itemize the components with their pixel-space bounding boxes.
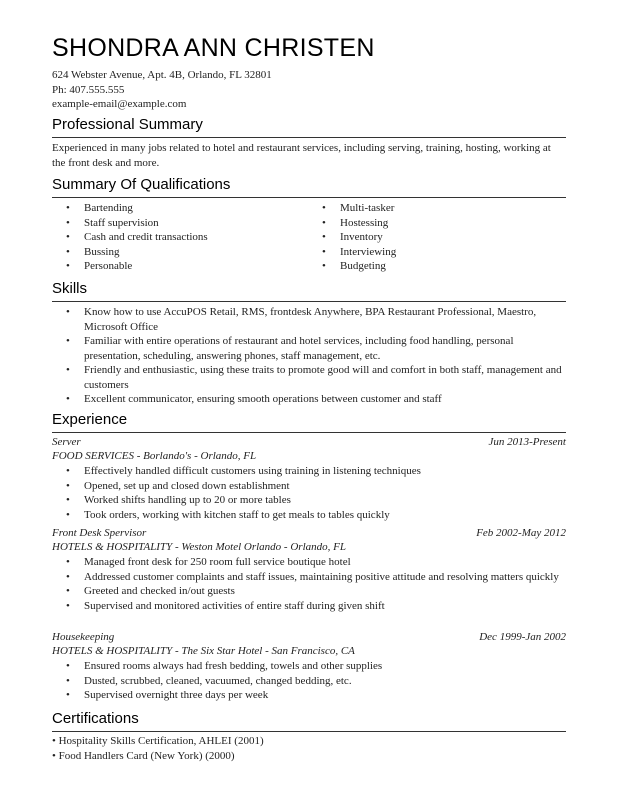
list-item: • Budgeting <box>320 259 560 274</box>
professional-summary-text: Experienced in many jobs related to hotel and restaurant services, including serving, training, hosting, working at the front desk and more. <box>52 142 551 169</box>
job-bullets <box>64 464 570 522</box>
section-divider <box>52 137 566 138</box>
section-divider <box>52 301 566 302</box>
job-dates: Feb 2002-May 2012 <box>476 527 566 539</box>
section-divider <box>52 197 566 198</box>
list-item: • Effectively handled difficult customers using training in listening techniques <box>64 464 570 479</box>
list-item: • Personable <box>64 259 304 274</box>
qualifications-right-list <box>320 201 560 274</box>
list-item: • Interviewing <box>320 245 560 260</box>
job-header <box>52 527 566 539</box>
job-header <box>52 436 566 448</box>
list-item: • Staff supervision <box>64 216 304 231</box>
certification-item: • Food Handlers Card (New York) (2000) <box>52 750 235 762</box>
list-item: • Cash and credit transactions <box>64 230 304 245</box>
skills-heading: Skills <box>52 280 88 297</box>
list-item: • Greeted and checked in/out guests <box>64 584 570 599</box>
list-item: • Excellent communicator, ensuring smooth operations between customer and staff <box>64 392 570 407</box>
skills-list <box>64 305 570 407</box>
job-header <box>52 631 566 643</box>
list-item: • Friendly and enthusiastic, using these traits to promote good will and comfort in both staff, management and customers <box>64 363 570 392</box>
list-item: • Dusted, scrubbed, cleaned, vacuumed, changed bedding, etc. <box>64 674 570 689</box>
candidate-name: SHONDRA ANN CHRISTEN <box>52 34 375 62</box>
job-title: Server <box>52 436 81 448</box>
qualifications-heading: Summary Of Qualifications <box>52 176 231 193</box>
job-bullets <box>64 555 570 613</box>
list-item: • Multi-tasker <box>320 201 560 216</box>
section-divider <box>52 432 566 433</box>
list-item: • Took orders, working with kitchen staff to get meals to tables quickly <box>64 508 570 523</box>
list-item: • Know how to use AccuPOS Retail, RMS, frontdesk Anywhere, BPA Restaurant Professional, Maestro, Microsoft Office <box>64 305 570 334</box>
job-title: Front Desk Spervisor <box>52 527 147 539</box>
email: example-email@example.com <box>52 98 187 110</box>
list-item: • Familiar with entire operations of restaurant and hotel services, including food handling, personal presentation, scheduling, answering phones, staff management, etc. <box>64 334 570 363</box>
job-dates: Dec 1999-Jan 2002 <box>479 631 566 643</box>
certification-item: • Hospitality Skills Certification, AHLEI (2001) <box>52 735 264 747</box>
job-company: HOTELS & HOSPITALITY - The Six Star Hotel - San Francisco, CA <box>52 645 355 657</box>
list-item: • Bussing <box>64 245 304 260</box>
qualifications-left-list <box>64 201 304 274</box>
list-item: • Supervised overnight three days per week <box>64 688 570 703</box>
list-item: • Addressed customer complaints and staff issues, maintaining positive attitude and resolving matters quickly <box>64 570 570 585</box>
job-bullets <box>64 659 570 703</box>
professional-summary-heading: Professional Summary <box>52 116 203 133</box>
list-item: • Managed front desk for 250 room full service boutique hotel <box>64 555 570 570</box>
list-item: • Bartending <box>64 201 304 216</box>
list-item: • Opened, set up and closed down establishment <box>64 479 570 494</box>
list-item: • Inventory <box>320 230 560 245</box>
job-dates: Jun 2013-Present <box>488 436 566 448</box>
certifications-heading: Certifications <box>52 710 139 727</box>
experience-heading: Experience <box>52 411 128 428</box>
job-title: Housekeeping <box>52 631 115 643</box>
job-company: HOTELS & HOSPITALITY - Weston Motel Orlando - Orlando, FL <box>52 541 346 553</box>
list-item: • Worked shifts handling up to 20 or more tables <box>64 493 570 508</box>
address: 624 Webster Avenue, Apt. 4B, Orlando, FL 32801 <box>52 69 272 81</box>
job-company: FOOD SERVICES - Borlando's - Orlando, FL <box>52 450 257 462</box>
list-item: • Ensured rooms always had fresh bedding, towels and other supplies <box>64 659 570 674</box>
list-item: • Hostessing <box>320 216 560 231</box>
list-item: • Supervised and monitored activities of entire staff during given shift <box>64 599 570 614</box>
contact-block <box>52 68 272 112</box>
phone: Ph: 407.555.555 <box>52 83 125 96</box>
section-divider <box>52 731 566 732</box>
